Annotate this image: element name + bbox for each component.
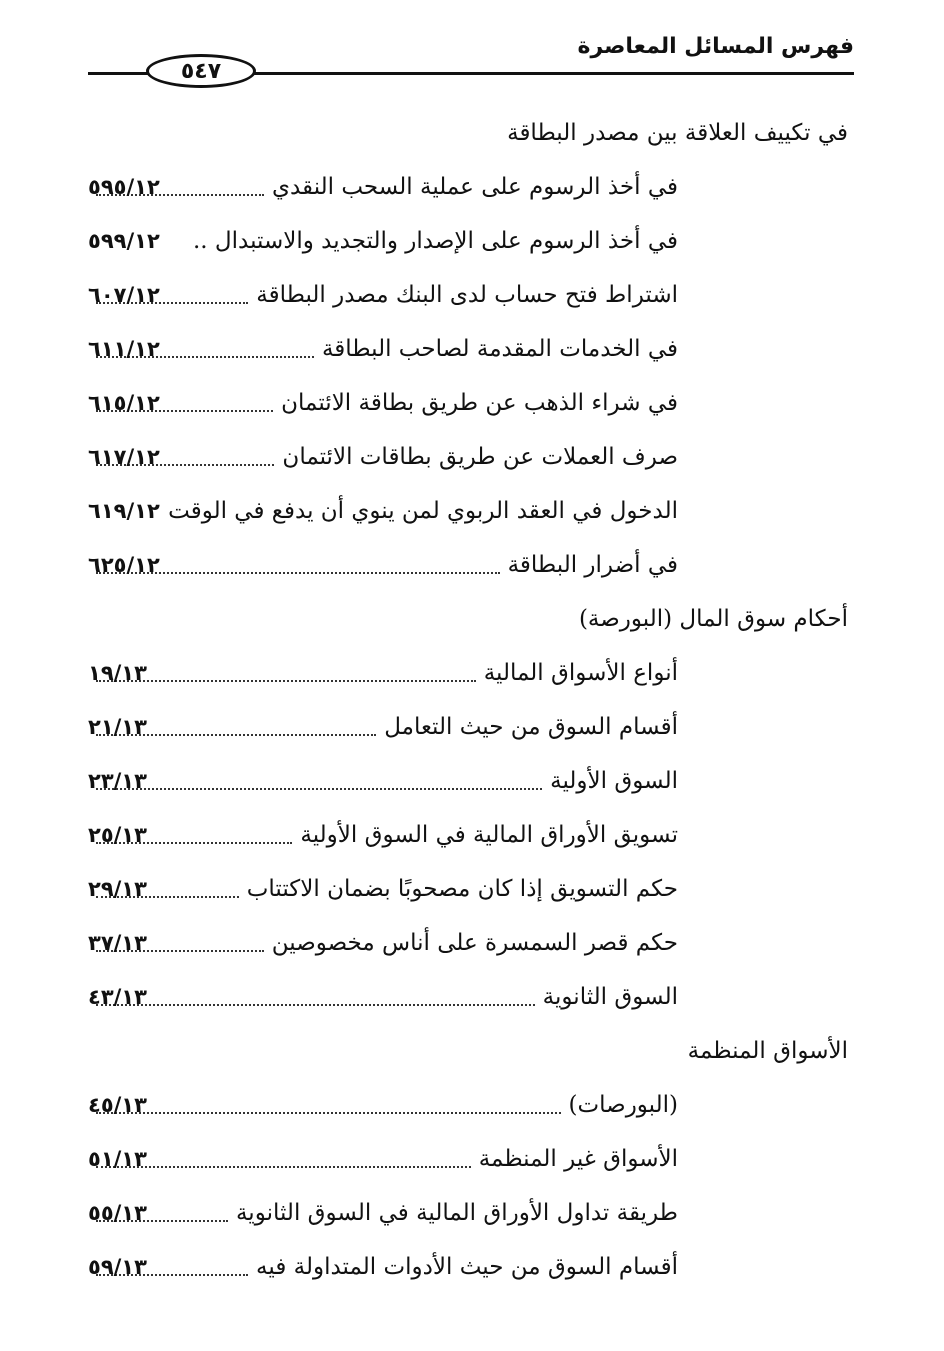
index-entry xyxy=(88,970,854,1024)
entry-ref: ٢١/١٣ xyxy=(88,715,147,739)
entry-ref: ٦١٩/١٢ xyxy=(88,499,160,523)
entry-ref: ٥٩٩/١٢ xyxy=(88,229,160,253)
entry-ref: ٦١٥/١٢ xyxy=(88,391,160,415)
entry-ref: ٦٢٥/١٢ xyxy=(88,553,160,577)
section-heading: الأسواق المنظمة xyxy=(687,1038,848,1064)
index-entry xyxy=(88,1132,854,1186)
index-entry xyxy=(88,862,854,916)
section-heading: في تكييف العلاقة بين مصدر البطاقة xyxy=(507,120,848,146)
dot-leader xyxy=(96,680,476,682)
entry-title: في الخدمات المقدمة لصاحب البطاقة xyxy=(321,336,678,362)
page-number: ٥٤٧ xyxy=(146,54,256,88)
dot-leader xyxy=(96,788,542,790)
index-entry xyxy=(88,700,854,754)
entry-title: أنواع الأسواق المالية xyxy=(483,660,678,686)
dot-leader xyxy=(96,1004,535,1006)
entry-title: أقسام السوق من حيث الأدوات المتداولة فيه xyxy=(256,1254,678,1280)
entry-ref: ٤٣/١٣ xyxy=(88,985,147,1009)
section-heading: أحكام سوق المال (البورصة) xyxy=(578,606,848,632)
index-entry xyxy=(88,214,854,268)
running-title: فهرس المسائل المعاصرة xyxy=(577,34,854,59)
dot-leader xyxy=(96,1112,561,1114)
entry-title: في شراء الذهب عن طريق بطاقة الائتمان xyxy=(281,390,678,416)
entry-ref: ٦١٧/١٢ xyxy=(88,445,160,469)
entry-ref: ٥٩٥/١٢ xyxy=(88,175,160,199)
entry-title: (البورصات) xyxy=(568,1092,678,1118)
entry-ref: ٥٩/١٣ xyxy=(88,1255,147,1279)
index-entry xyxy=(88,1186,854,1240)
entry-title: اشتراط فتح حساب لدى البنك مصدر البطاقة xyxy=(256,282,678,308)
entry-title: طريقة تداول الأوراق المالية في السوق الثانوية xyxy=(235,1200,678,1226)
index-entry xyxy=(88,484,854,538)
index-entry xyxy=(88,1240,854,1294)
index-entry xyxy=(88,754,854,808)
index-entry xyxy=(88,538,854,592)
page-header xyxy=(88,30,854,92)
index-entry xyxy=(88,430,854,484)
index-entry xyxy=(88,322,854,376)
entry-title: حكم التسويق إذا كان مصحوبًا بضمان الاكتتاب xyxy=(246,876,678,902)
entry-title: حكم قصر السمسرة على أناس مخصوصين xyxy=(271,930,678,956)
index-entries xyxy=(88,106,854,1294)
index-entry xyxy=(88,808,854,862)
entry-title: في أضرار البطاقة xyxy=(507,552,678,578)
entry-ref: ٤٥/١٣ xyxy=(88,1093,147,1117)
entry-ref: ٥١/١٣ xyxy=(88,1147,147,1171)
index-entry xyxy=(88,916,854,970)
index-entry xyxy=(88,1078,854,1132)
entry-title: صرف العملات عن طريق بطاقات الائتمان xyxy=(282,444,678,470)
entry-title: الأسواق غير المنظمة xyxy=(478,1146,678,1172)
entry-ref: ٦٠٧/١٢ xyxy=(88,283,160,307)
dot-leader xyxy=(96,1166,471,1168)
entry-title: في أخذ الرسوم على عملية السحب النقدي xyxy=(271,174,678,200)
entry-ref: ٦١١/١٢ xyxy=(88,337,160,361)
entry-ref: ٥٥/١٣ xyxy=(88,1201,147,1225)
entry-ref: ٢٥/١٣ xyxy=(88,823,147,847)
entry-title: تسويق الأوراق المالية في السوق الأولية xyxy=(300,822,678,848)
entry-title: الدخول في العقد الربوي لمن ينوي أن يدفع في الوقت xyxy=(168,498,678,524)
index-entry xyxy=(88,376,854,430)
entry-title: السوق الثانوية xyxy=(542,984,678,1010)
index-entry xyxy=(88,160,854,214)
entry-title: أقسام السوق من حيث التعامل xyxy=(384,714,678,740)
entry-ref: ١٩/١٣ xyxy=(88,661,147,685)
entry-ref: ٣٧/١٣ xyxy=(88,931,147,955)
index-entry xyxy=(88,646,854,700)
entry-title: السوق الأولية xyxy=(550,768,678,794)
entry-ref: ٢٩/١٣ xyxy=(88,877,147,901)
entry-title: في أخذ الرسوم على الإصدار والتجديد والاستبدال .. xyxy=(192,228,678,254)
index-entry xyxy=(88,268,854,322)
entry-ref: ٢٣/١٣ xyxy=(88,769,147,793)
